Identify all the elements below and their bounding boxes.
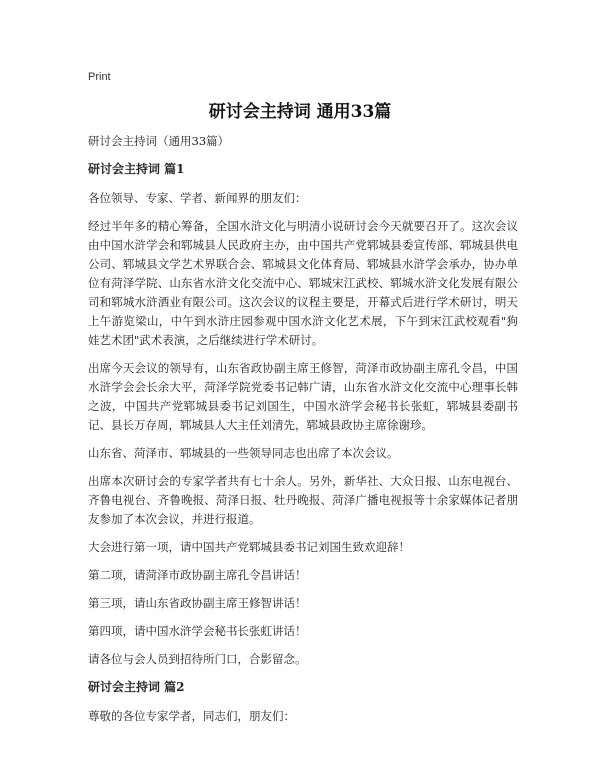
paragraph: 各位领导、专家、学者、新闻界的朋友们： <box>88 191 307 205</box>
paragraph: 第四项，请中国水浒学会秘书长张虹讲话！ <box>88 624 307 638</box>
paragraph: 出席今天会议的领导有，山东省政协副主席王修智，菏泽市政协副主席孔令昌，中国水浒学会会长余大平，菏泽学院党委书记韩广请，山东省水浒文化交流中心理事长韩之波，中国共产党郓城县委书记刘国生，中国水浒学会秘书长张虹，郓城县委副书记、县长万存周，郓城县人大主任刘清先，郓城县政协主席徐谢珍。 <box>88 361 518 432</box>
paragraph: 经过半年多的精心筹备，全国水浒文化与明清小说研讨会今天就要召开了。这次会议由中国水浒学会和郓城县人民政府主办，由中国共产党郓城县委宣传部、郓城县供电公司、郓城县文学艺术界联合会、郓城县文化体育局、郓城县水浒学会承办，协办单位有菏泽学院、山东省水浒文化交流中心、郓城宋江武校、郓城水浒文化发展有限公司和郓城水浒酒业有限公司。这次会议的议程主要是，开幕式后进行学术研讨，明天上午游览梁山，中午到水浒庄园参观中国水浒文化艺术展，下午到宋江武校观看"狗娃艺术团"武术表演，之后继续进行学术研讨。 <box>88 219 518 347</box>
paragraph: 大会进行第一项，请中国共产党郓城县委书记刘国生致欢迎辞！ <box>88 540 410 554</box>
page-title: 研讨会主持词 通用33篇 <box>208 102 392 122</box>
paragraph: 第二项，请菏泽市政协副主席孔令昌讲话！ <box>88 568 307 582</box>
section-heading-2: 研讨会主持词 篇2 <box>88 680 185 694</box>
paragraph: 出席本次研讨会的专家学者共有七十余人。另外，新华社、大众日报、山东电视台、齐鲁电视台、齐鲁晚报、菏泽日报、牡丹晚报、菏泽广播电视报等十余家媒体记者朋友参加了本次会议，并进行报道。 <box>88 474 518 526</box>
document-subtitle: 研讨会主持词（通用33篇） <box>88 134 230 148</box>
section-heading-1: 研讨会主持词 篇1 <box>88 162 185 176</box>
paragraph: 山东省、菏泽市、郓城县的一些领导同志也出席了本次会议。 <box>88 446 399 460</box>
paragraph: 尊敬的各位专家学者，同志们，朋友们： <box>88 709 295 723</box>
paragraph: 第三项，请山东省政协副主席王修智讲话！ <box>88 596 307 610</box>
document-body <box>88 132 518 735</box>
print-link[interactable]: Print <box>88 71 111 83</box>
paragraph: 请各位与会人员到招待所门口，合影留念。 <box>88 652 307 666</box>
